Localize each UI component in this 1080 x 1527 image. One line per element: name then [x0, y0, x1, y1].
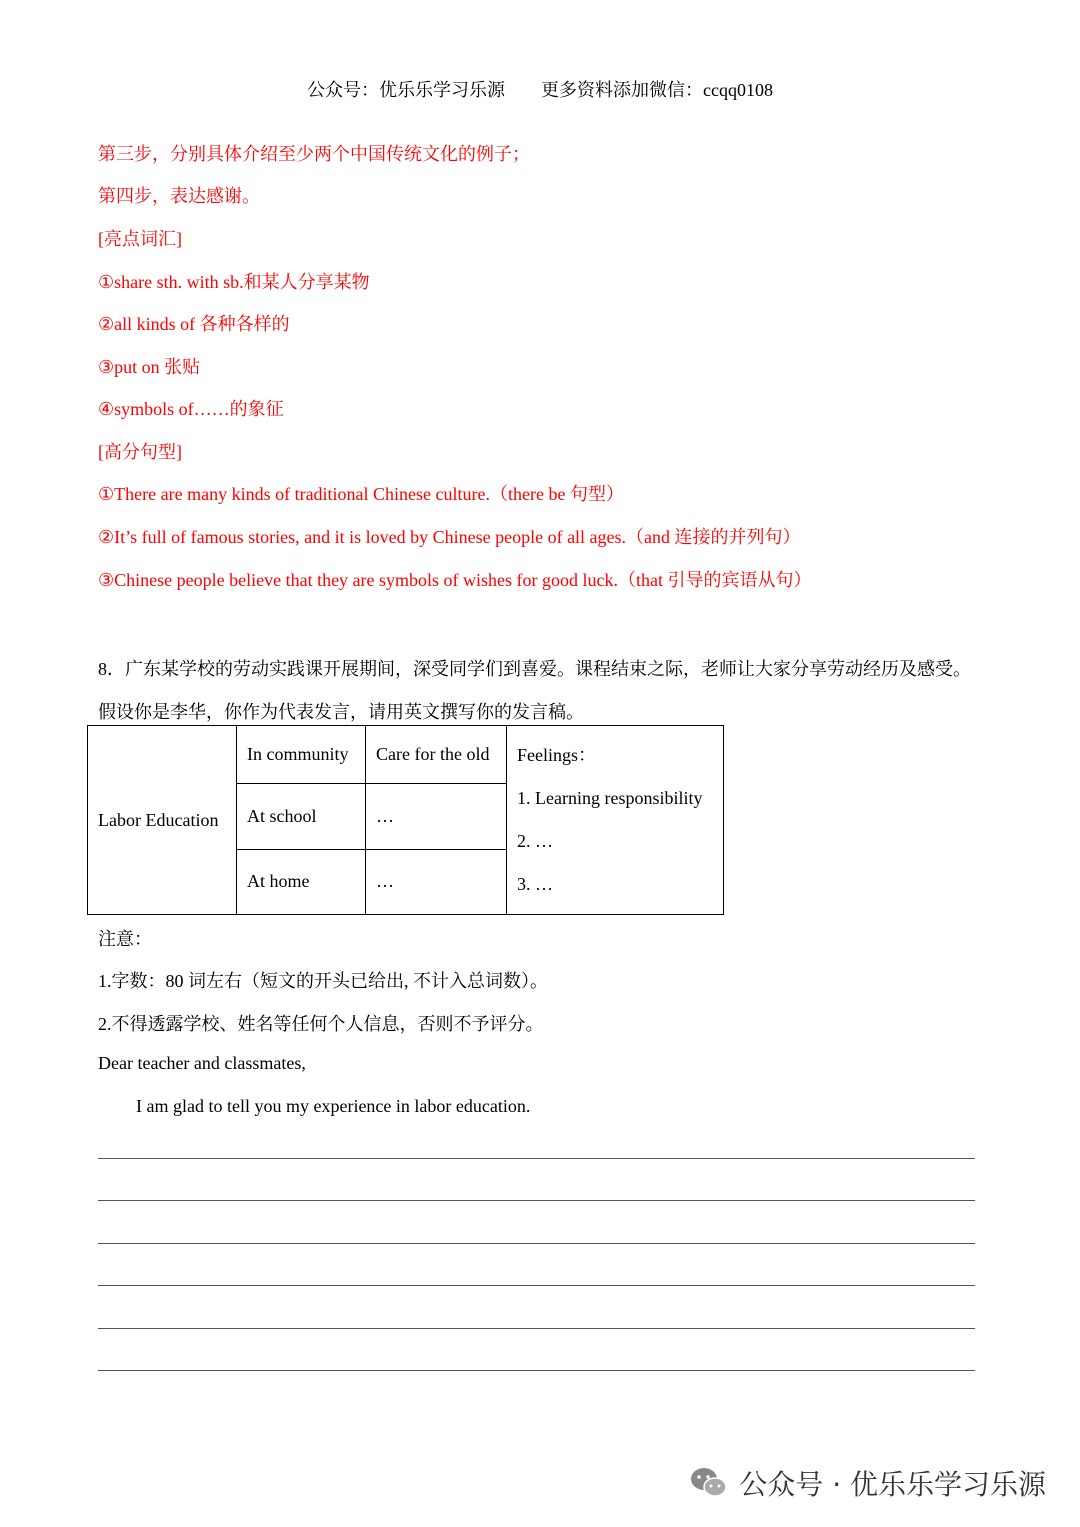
- feelings-label: Feelings：: [517, 745, 596, 765]
- wechat-icon: [689, 1466, 729, 1500]
- activity-cell: …: [366, 784, 507, 849]
- answer-line: [98, 1158, 975, 1159]
- page-header: 公众号：优乐乐学习乐源 更多资料添加微信：ccqq0108: [307, 80, 773, 100]
- sentence-item: ①There are many kinds of traditional Chinese culture.（there be 句型）: [98, 484, 624, 504]
- letter-greeting: Dear teacher and classmates,: [98, 1053, 306, 1073]
- table-title-cell: Labor Education: [88, 726, 237, 915]
- watermark: [689, 1463, 1046, 1503]
- feeling-item: 3. …: [517, 874, 553, 894]
- answer-line: [98, 1200, 975, 1201]
- step-4: 第四步，表达感谢。: [98, 186, 260, 206]
- answer-line: [98, 1243, 975, 1244]
- letter-opening: I am glad to tell you my experience in labor education.: [136, 1096, 531, 1116]
- vocab-item: ①share sth. with sb.和某人分享某物: [98, 272, 370, 292]
- sentences-heading: [高分句型]: [98, 442, 182, 462]
- answer-line: [98, 1285, 975, 1286]
- note-item: 1.字数：80 词左右（短文的开头已给出, 不计入总词数）。: [98, 971, 548, 991]
- activity-cell: Care for the old: [366, 726, 507, 784]
- vocab-heading: [亮点词汇]: [98, 229, 182, 249]
- notes-heading: 注意：: [98, 929, 152, 949]
- place-cell: At school: [237, 784, 366, 849]
- question-8: 8．广东某学校的劳动实践课开展期间，深受同学们到喜爱。课程结束之际，老师让大家分享劳动经历及感受。假设你是李华，你作为代表发言，请用英文撰写你的发言稿。: [98, 659, 971, 722]
- note-item: 2.不得透露学校、姓名等任何个人信息，否则不予评分。: [98, 1014, 544, 1034]
- vocab-item: ③put on 张贴: [98, 357, 201, 377]
- sentence-item: ②It’s full of famous stories, and it is loved by Chinese people of all ages.（and 连接的并列句）: [98, 527, 801, 547]
- answer-line: [98, 1328, 975, 1329]
- labor-education-table: [87, 725, 724, 915]
- feelings-cell: [507, 726, 724, 915]
- feeling-item: 1. Learning responsibility: [517, 788, 703, 808]
- sentence-item: ③Chinese people believe that they are symbols of wishes for good luck.（that 引导的宾语从句）: [98, 570, 812, 590]
- place-cell: In community: [237, 726, 366, 784]
- step-3: 第三步，分别具体介绍至少两个中国传统文化的例子；: [98, 144, 530, 164]
- feeling-item: 2. …: [517, 831, 553, 851]
- answer-line: [98, 1370, 975, 1371]
- vocab-item: ④symbols of……的象征: [98, 399, 284, 419]
- activity-cell: …: [366, 849, 507, 914]
- vocab-item: ②all kinds of 各种各样的: [98, 314, 290, 334]
- place-cell: At home: [237, 849, 366, 914]
- watermark-text: 公众号 · 优乐乐学习乐源: [739, 1468, 1046, 1501]
